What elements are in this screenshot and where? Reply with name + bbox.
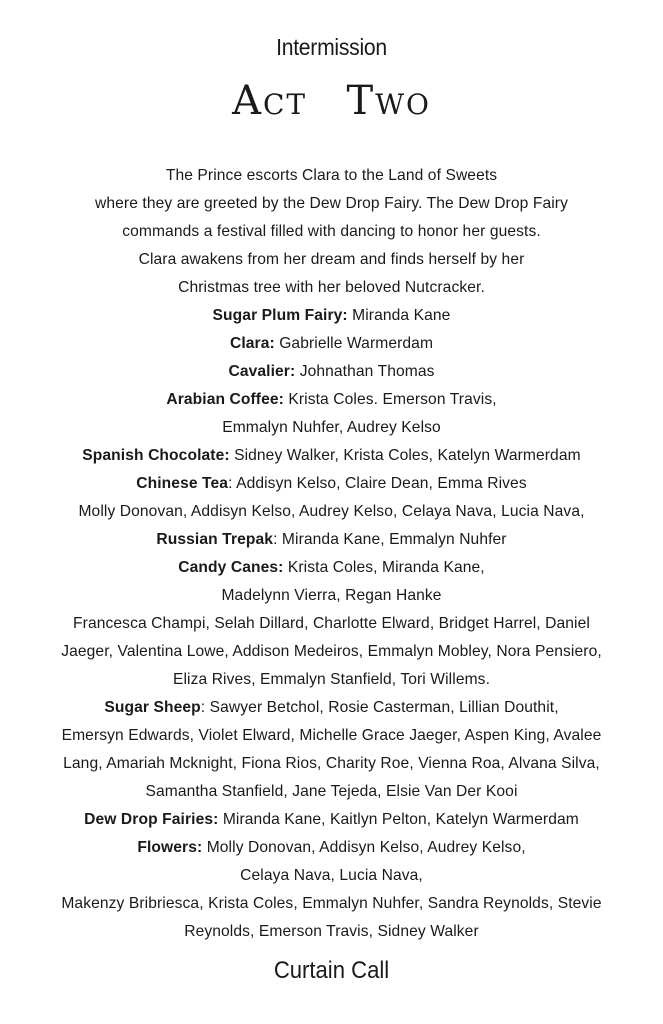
cast-names: Krista Coles. Emerson Travis, xyxy=(283,391,497,408)
cast-names: : Sawyer Betchol, Rosie Casterman, Lillian Douthit, xyxy=(200,699,559,716)
cast-line xyxy=(40,498,623,526)
cast-line xyxy=(40,470,623,498)
cast-names: : Miranda Kane, Emmalyn Nuhfer xyxy=(273,531,507,548)
cast-line xyxy=(40,778,623,806)
cast-line xyxy=(40,806,623,834)
synopsis-line: Clara awakens from her dream and finds herself by her xyxy=(138,251,525,268)
cast-names: Johnathan Thomas xyxy=(295,363,435,380)
synopsis-line: where they are greeted by the Dew Drop Fairy. The Dew Drop Fairy xyxy=(95,195,568,212)
cast-names: Emersyn Edwards, Violet Elward, Michelle Grace Jaeger, Aspen King, Avalee xyxy=(61,727,602,744)
cast-role: Flowers: xyxy=(137,839,203,856)
cast-line xyxy=(40,582,623,610)
cast-role: Arabian Coffee: xyxy=(166,391,284,408)
cast-line xyxy=(40,750,623,778)
cast-role: Sugar Sheep xyxy=(104,699,201,716)
cast-names: Krista Coles, Miranda Kane, xyxy=(283,559,485,576)
intermission-heading: Intermission xyxy=(276,34,387,60)
cast-line xyxy=(40,610,623,638)
cast-line xyxy=(40,414,623,442)
act-title-second-rest: WO xyxy=(375,88,431,121)
cast-role: Sugar Plum Fairy: xyxy=(212,307,348,324)
cast-names: Eliza Rives, Emmalyn Stanfield, Tori Willems. xyxy=(172,671,491,688)
cast-role: Chinese Tea xyxy=(136,475,229,492)
cast-line xyxy=(40,834,623,862)
cast-names: Emmalyn Nuhfer, Audrey Kelso xyxy=(222,419,441,436)
act-title-second-initial: T xyxy=(346,78,376,124)
cast-names: Madelynn Vierra, Regan Hanke xyxy=(221,587,442,604)
program-body xyxy=(40,162,623,946)
synopsis-line: Christmas tree with her beloved Nutcracker. xyxy=(178,279,485,296)
cast-line xyxy=(40,386,623,414)
act-two-title xyxy=(0,78,663,124)
cast-names: Miranda Kane, Kaitlyn Pelton, Katelyn Warmerdam xyxy=(218,811,579,828)
cast-line xyxy=(40,722,623,750)
cast-role: Dew Drop Fairies: xyxy=(84,811,219,828)
curtain-call-heading: Curtain Call xyxy=(273,957,390,984)
cast-names: Samantha Stanfield, Jane Tejeda, Elsie Van Der Kooi xyxy=(145,783,518,800)
cast-line xyxy=(40,638,623,666)
cast-line xyxy=(40,554,623,582)
cast-line xyxy=(40,526,623,554)
cast-names: Molly Donovan, Addisyn Kelso, Audrey Kelso, Celaya Nava, Lucia Nava, xyxy=(78,503,585,520)
cast-line xyxy=(40,358,623,386)
cast-role: Clara: xyxy=(229,335,275,352)
cast-names: Molly Donovan, Addisyn Kelso, Audrey Kelso, xyxy=(202,839,526,856)
cast-role: Russian Trepak xyxy=(156,531,274,548)
cast-line xyxy=(40,694,623,722)
cast-line xyxy=(40,918,623,946)
cast-line xyxy=(40,666,623,694)
cast-role: Cavalier: xyxy=(228,363,296,380)
cast-names: Miranda Kane xyxy=(347,307,451,324)
synopsis-line: commands a festival filled with dancing to honor her guests. xyxy=(122,223,541,240)
cast-names: Makenzy Bribriesca, Krista Coles, Emmalyn Nuhfer, Sandra Reynolds, Stevie xyxy=(61,895,602,912)
cast-names: Jaeger, Valentina Lowe, Addison Medeiros, Emmalyn Mobley, Nora Pensiero, xyxy=(61,643,602,660)
cast-names: Francesca Champi, Selah Dillard, Charlotte Elward, Bridget Harrel, Daniel xyxy=(73,615,590,632)
act-title-first-rest: CT xyxy=(262,88,308,121)
cast-names: Gabrielle Warmerdam xyxy=(274,335,434,352)
cast-names: Sidney Walker, Krista Coles, Katelyn Warmerdam xyxy=(229,447,581,464)
cast-line xyxy=(40,442,623,470)
cast-line xyxy=(40,302,623,330)
synopsis-line: The Prince escorts Clara to the Land of Sweets xyxy=(165,167,498,184)
cast-line xyxy=(40,330,623,358)
cast-names: Reynolds, Emerson Travis, Sidney Walker xyxy=(184,923,479,940)
cast-names: Celaya Nava, Lucia Nava, xyxy=(240,867,423,884)
cast-role: Spanish Chocolate: xyxy=(82,447,230,464)
cast-names: : Addisyn Kelso, Claire Dean, Emma Rives xyxy=(228,475,527,492)
cast-line xyxy=(40,862,623,890)
cast-names: Lang, Amariah Mcknight, Fiona Rios, Charity Roe, Vienna Roa, Alvana Silva, xyxy=(63,755,600,772)
cast-line xyxy=(40,890,623,918)
act-title-first-initial: A xyxy=(232,78,263,124)
cast-role: Candy Canes: xyxy=(178,559,284,576)
